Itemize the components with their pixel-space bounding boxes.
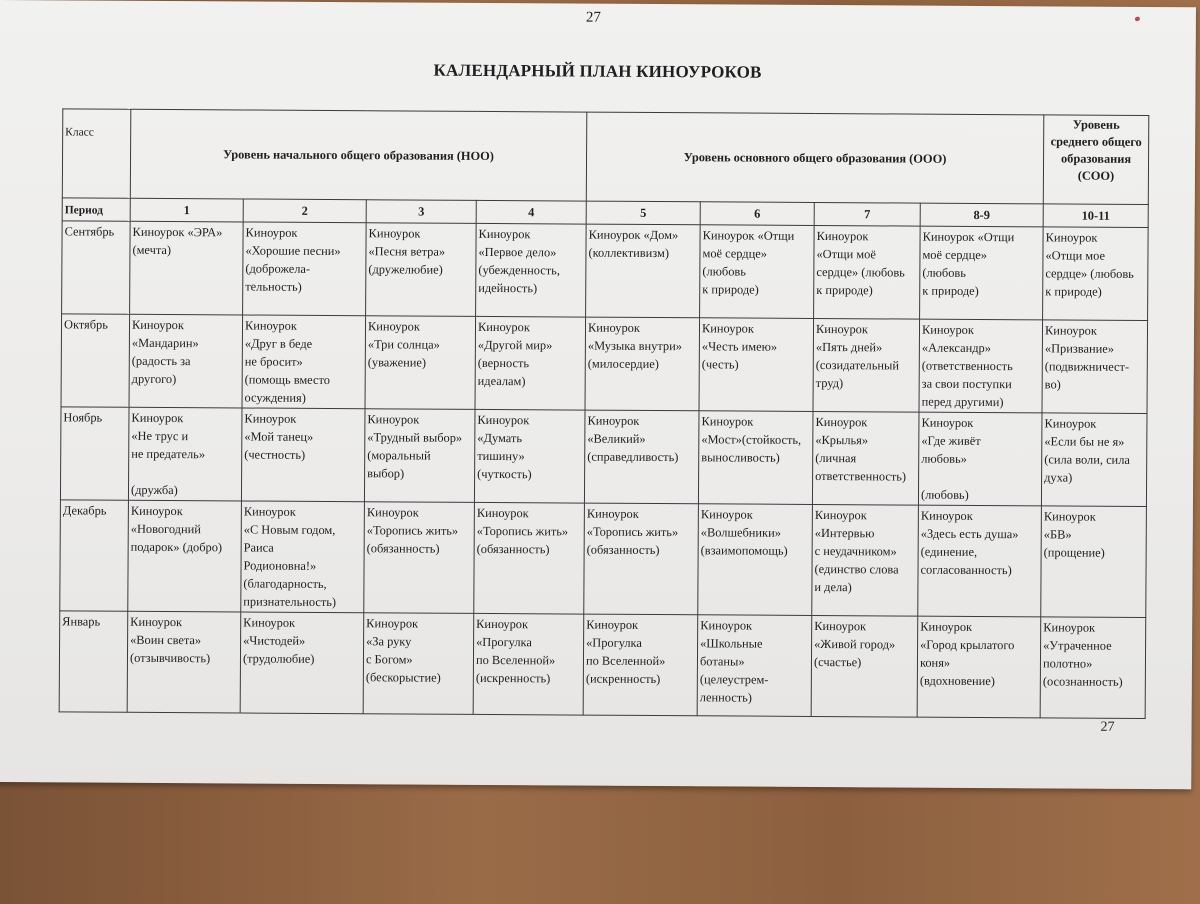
lesson-cell — [243, 222, 367, 316]
lesson-cell — [241, 408, 365, 502]
lesson-text: Киноурок «Не трус и не предатель» (дружба) — [130, 410, 206, 498]
lesson-text: Киноурок «Пять дней» (созидательный труд) — [815, 321, 900, 391]
lesson-cell — [920, 226, 1044, 320]
lesson-text: Киноурок «БВ» (прощение) — [1043, 509, 1105, 560]
lesson-cell — [1043, 227, 1149, 321]
page-number-top: 27 — [585, 9, 601, 26]
lesson-cell — [474, 409, 585, 503]
lesson-cell — [476, 223, 587, 317]
header-level-soo-text: Уровень среднего общего образования (СОО) — [1050, 117, 1142, 183]
month-cell: Ноябрь — [60, 407, 129, 500]
lesson-cell — [240, 612, 364, 714]
lesson-cell — [700, 225, 815, 319]
lesson-cell — [699, 318, 814, 412]
lesson-cell — [1041, 506, 1147, 618]
grade-5: 5 — [586, 201, 700, 225]
header-level-ooo: Уровень основного общего образования (ООО) — [586, 112, 1044, 204]
lesson-text: Киноурок «За руку с Богом» (бескорыстие) — [365, 616, 441, 685]
lesson-cell — [366, 223, 477, 317]
header-class-label: Класс — [65, 126, 94, 139]
page-number-bottom: 27 — [1100, 719, 1115, 735]
lesson-cell — [365, 316, 476, 410]
grade-4: 4 — [476, 200, 586, 224]
lesson-text: Киноурок «Живой город» (счастье) — [813, 618, 896, 670]
lesson-text: Киноурок «Мой танец» (честность) — [244, 411, 314, 462]
lesson-text: Киноурок «Первое дело» (убежденность, идейность) — [478, 226, 560, 296]
lesson-cell — [1040, 617, 1146, 719]
grade-10-11: 10-11 — [1043, 204, 1148, 228]
lesson-cell — [473, 613, 584, 715]
lesson-text: Киноурок «Отщи моё сердце» (любовь к природе) — [702, 228, 795, 297]
lesson-plan-table — [59, 108, 1150, 719]
month-cell: Декабрь — [60, 500, 129, 611]
lesson-text: Киноурок «Если бы не я» (сила воли, сила духа) — [1044, 416, 1130, 485]
lesson-text: Киноурок «Думать тишину» (чуткость) — [477, 412, 532, 482]
lesson-text: Киноурок «Волшебники» (взаимопомощь) — [700, 507, 788, 558]
header-level-noo: Уровень начального общего образования (НОО) — [130, 109, 587, 201]
grade-7: 7 — [814, 202, 920, 226]
lesson-cell — [241, 501, 365, 613]
lesson-cell — [127, 611, 241, 713]
grade-3: 3 — [366, 200, 476, 224]
lesson-text: Киноурок «Город крылатого коня» (вдохновение) — [919, 619, 1015, 689]
document-title: КАЛЕНДАРНЫЙ ПЛАН КИНОУРОКОВ — [433, 60, 762, 82]
grade-8-9: 8-9 — [920, 203, 1043, 227]
lesson-cell — [918, 412, 1042, 506]
lesson-cell — [919, 319, 1043, 413]
lesson-text: Киноурок «Отщи моё сердце» (любовь к природе) — [922, 229, 1015, 298]
lesson-text: Киноурок «Торопись жить» (обязанность) — [476, 505, 569, 557]
lesson-cell — [130, 221, 244, 315]
lesson-cell — [812, 504, 919, 616]
lesson-cell — [812, 411, 919, 505]
table-row-october — [61, 314, 1148, 414]
lesson-cell — [918, 505, 1042, 617]
lesson-cell — [698, 411, 813, 505]
lesson-cell — [584, 503, 699, 615]
lesson-cell — [813, 318, 920, 412]
lesson-cell — [363, 613, 474, 715]
lesson-cell — [1042, 320, 1148, 414]
lesson-text: Киноурок «Трудный выбор» (моральный выбор) — [367, 412, 463, 481]
lesson-cell — [474, 502, 585, 614]
lesson-text: Киноурок «Утраченное полотно» (осознанность) — [1042, 620, 1123, 689]
lesson-text: Киноурок «Интервью с неудачником» (единство слова и дела) — [814, 507, 899, 595]
lesson-text: Киноурок «Чистодей» (трудолюбие) — [242, 615, 315, 666]
lesson-cell — [584, 410, 699, 504]
lesson-text: Киноурок «Новогодний подарок» (добро) — [130, 503, 223, 555]
lesson-text: Киноурок «Великий» (справедливость) — [587, 413, 679, 465]
table-row-december — [60, 500, 1147, 618]
lesson-cell — [128, 500, 242, 612]
lesson-cell — [475, 316, 586, 410]
month-cell: Январь — [59, 611, 128, 712]
lesson-text: Киноурок «Музыка внутри» (милосердие) — [587, 320, 682, 372]
lesson-text: Киноурок «Отщи моё сердце» (любовь к природе) — [816, 228, 905, 298]
lesson-text: Киноурок «Другой мир» (верность идеалам) — [477, 319, 553, 389]
lesson-text: Киноурок «ЭРА» (мечта) — [132, 224, 223, 258]
lesson-cell — [698, 504, 813, 616]
table-header-row-levels — [62, 109, 1149, 205]
lesson-cell — [129, 314, 243, 408]
lesson-text: Киноурок «Друг в беде не бросит» (помощь вместо осуждения) — [244, 318, 331, 405]
lesson-cell — [814, 225, 921, 319]
table-row-january — [59, 611, 1146, 719]
lesson-text: Киноурок «Здесь есть душа» (единение, согласованность) — [920, 508, 1019, 578]
lesson-text: Киноурок «Крылья» (личная ответственность) — [815, 414, 907, 484]
lesson-text: Киноурок «Где живёт любовь» (любовь) — [920, 415, 981, 502]
lesson-cell — [583, 614, 698, 716]
table-row-september — [62, 221, 1149, 321]
lesson-text: Киноурок «Воин света» (отзывчивость) — [129, 614, 211, 666]
table-row-november — [60, 407, 1147, 507]
lesson-cell — [585, 317, 700, 411]
lesson-text: Киноурок «Торопись жить» (обязанность) — [586, 506, 679, 558]
lesson-text: Киноурок «Школьные ботаны» (целеустрем- ленность) — [699, 618, 769, 705]
lesson-cell — [242, 315, 366, 409]
lesson-text: Киноурок «С Новым годом, Раиса Родионовна!» (благодарность, признательность) — [243, 504, 337, 610]
grade-6: 6 — [700, 202, 814, 226]
header-level-soo — [1043, 115, 1149, 205]
grade-2: 2 — [243, 199, 366, 223]
month-cell: Октябрь — [61, 314, 130, 407]
lesson-text: Киноурок «Призвание» (подвижничест- во) — [1044, 323, 1130, 392]
lesson-text: Киноурок «Прогулка по Вселенной» (искренность) — [475, 616, 556, 686]
lesson-cell — [811, 615, 918, 717]
header-class-cell — [62, 109, 131, 198]
grade-1: 1 — [130, 198, 243, 222]
lesson-cell — [1041, 413, 1147, 507]
lesson-text: Киноурок «Александр» (ответственность за свои поступки перед другими) — [921, 322, 1013, 410]
lesson-cell — [364, 409, 475, 503]
lesson-text: Киноурок «Песня ветра» (дружелюбие) — [368, 226, 446, 277]
lesson-text: Киноурок «Хорошие песни» (доброжела- тельность) — [245, 225, 341, 294]
header-period-label: Период — [62, 198, 130, 221]
lesson-cell — [917, 616, 1041, 718]
lesson-text: Киноурок «Отщи мое сердце» (любовь к природе) — [1045, 230, 1134, 299]
lesson-cell — [128, 407, 242, 501]
lesson-text: Киноурок «Честь имею» (честь) — [701, 321, 778, 372]
lesson-text: Киноурок «Торопись жить» (обязанность) — [366, 505, 459, 556]
pen-mark — [1134, 16, 1140, 21]
lesson-text: Киноурок «Мандарин» (радость за другого) — [131, 317, 199, 387]
lesson-text: Киноурок «Дом» (коллективизм) — [588, 227, 679, 261]
lesson-cell — [697, 615, 812, 717]
month-cell: Сентябрь — [62, 221, 131, 314]
lesson-cell — [364, 502, 475, 614]
lesson-text: Киноурок «Прогулка по Вселенной» (искренность) — [585, 617, 666, 687]
lesson-text: Киноурок «Три солнца» (уважение) — [367, 319, 440, 370]
lesson-cell — [586, 224, 701, 318]
lesson-text: Киноурок «Мост»(стойкость, выносливость) — [701, 414, 802, 465]
